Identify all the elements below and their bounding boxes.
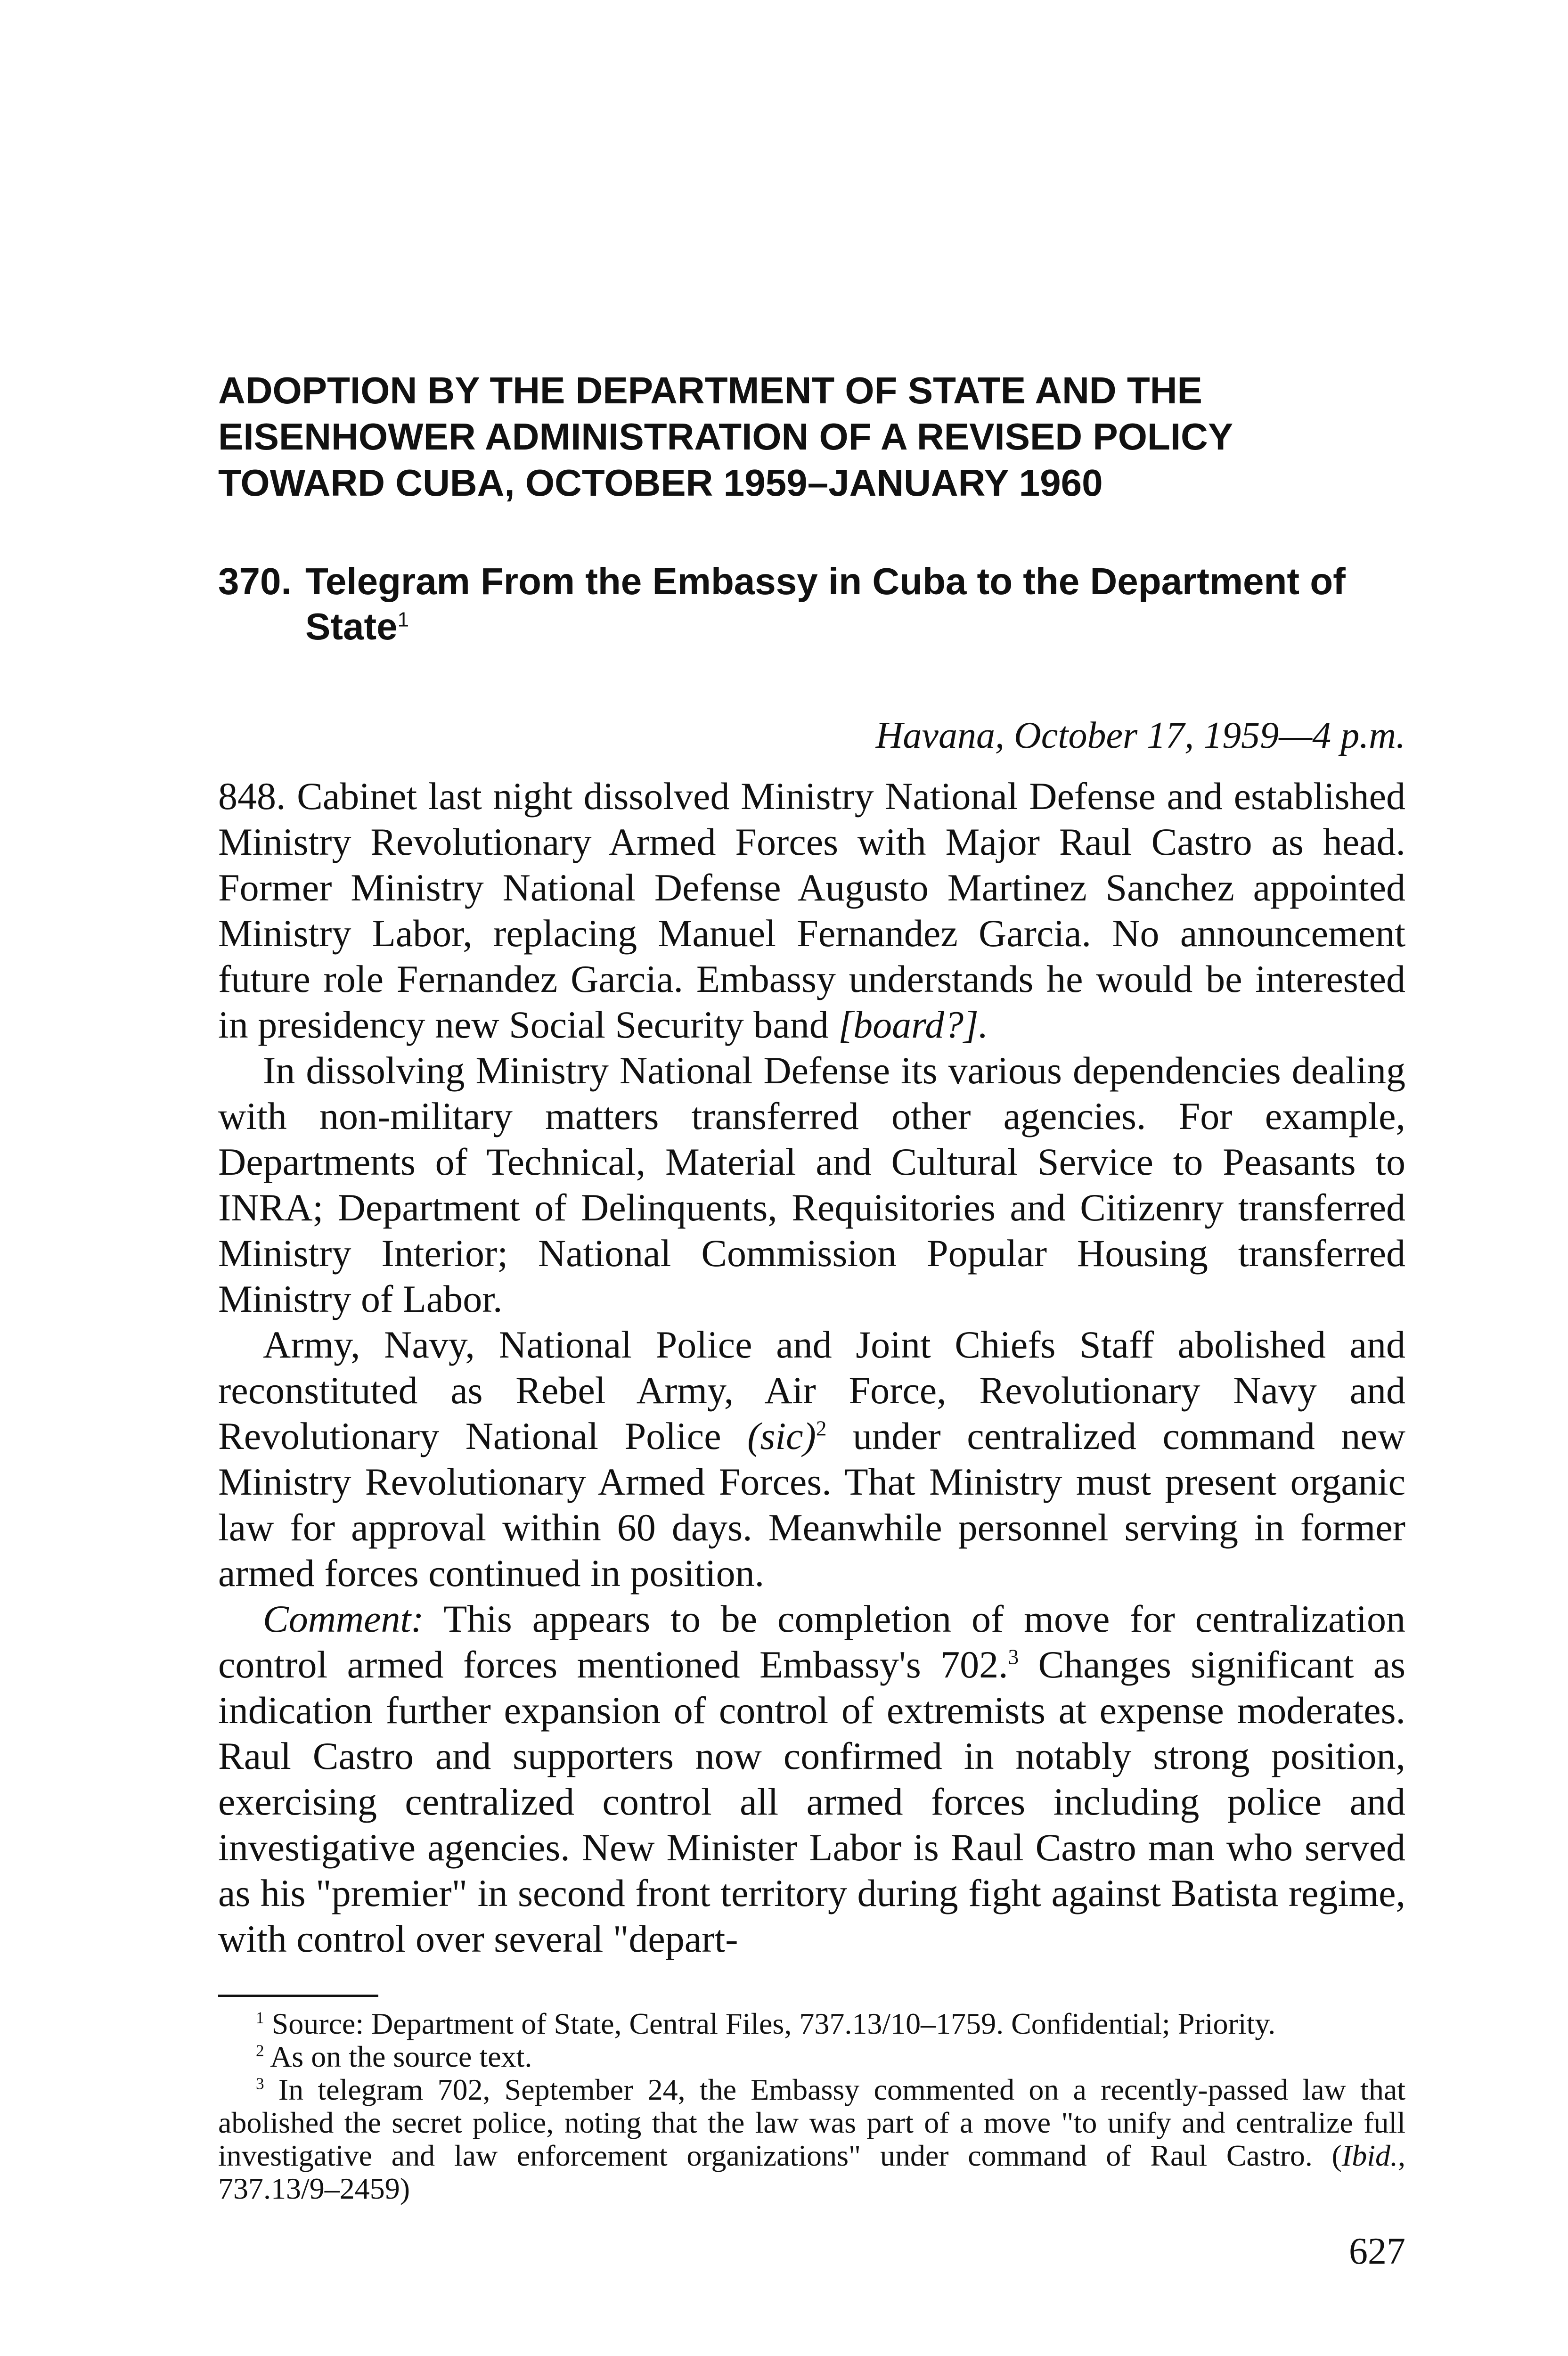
page-number: 627 <box>1349 2231 1405 2272</box>
paragraph-3-text-b: under centralized command new Ministry Revolutionary Armed Forces. That Ministry must present organic law for approval within 60 days. Meanwhile personnel serving in former armed forces continued in position. <box>218 1415 1406 1595</box>
section-heading-line-2: EISENHOWER ADMINISTRATION OF A REVISED POLICY <box>218 416 1233 458</box>
comment-label: Comment: <box>263 1597 424 1640</box>
footnote-3-mark: 3 <box>256 2074 264 2093</box>
paragraph-4 <box>218 1596 1405 1962</box>
sic-note: (sic) <box>747 1415 816 1457</box>
paragraph-4-text-b: Changes significant as indication further expansion of control of extremists at expense moderates. Raul Castro and supporters now confirmed in notably strong position, exercising centralized control all armed forces including police and investigative agencies. New Minister Labor is Raul Castro man who served as his "premier" in second front territory during fight against Batista regime, with control over several "depart- <box>218 1643 1406 1960</box>
editorial-bracket: [board?]. <box>838 1003 988 1046</box>
document-title-text: Telegram From the Embassy in Cuba to the Department of State <box>305 560 1346 647</box>
paragraph-3 <box>218 1322 1405 1596</box>
paragraph-1 <box>218 773 1405 1047</box>
footnote-1-text: Source: Department of State, Central Files, 737.13/10–1759. Confidential; Priority. <box>271 2007 1276 2040</box>
footnotes <box>218 2007 1405 2205</box>
section-heading-line-1: ADOPTION BY THE DEPARTMENT OF STATE AND THE <box>218 369 1202 411</box>
document-number: 370. <box>218 560 292 602</box>
document-heading <box>218 559 1405 649</box>
footnote-2-mark: 2 <box>256 2041 264 2060</box>
footnote-ref-2: 2 <box>816 1416 827 1440</box>
footnote-divider <box>218 1995 378 1997</box>
paragraph-4-text-a: This appears to be completion of move for centralization control armed forces mentioned Embassy's 702. <box>218 1597 1405 1686</box>
footnote-1-mark: 1 <box>256 2008 264 2027</box>
paragraph-1-text: 848. Cabinet last night dissolved Ministry National Defense and established Ministry Revolutionary Armed Forces with Major Raul Castro as head. Former Ministry National Defense Augusto Martinez Sanchez appointed Ministry Labor, replacing Manuel Fernandez Garcia. No announcement future role Fernandez Garcia. Embassy understands he would be interested in presidency new Social Security band <box>218 775 1405 1046</box>
footnote-3 <box>218 2073 1405 2205</box>
document-page <box>218 368 1406 2272</box>
footnote-3-text-a: In telegram 702, September 24, the Embassy commented on a recently-passed law that abolished the secret police, noting that the law was part of a move "to unify and centralize full investigative and law enforcement organizations" under command of Raul Castro. ( <box>218 2073 1406 2172</box>
page-footer <box>218 2205 1405 2272</box>
footnote-2-text: As on the source text. <box>270 2040 532 2073</box>
footnote-2 <box>218 2040 1405 2073</box>
section-heading-line-3: TOWARD CUBA, OCTOBER 1959–JANUARY 1960 <box>218 462 1103 504</box>
footnote-ref-1: 1 <box>397 608 409 631</box>
ibid-reference: Ibid. <box>1341 2139 1398 2172</box>
dateline: Havana, October 17, 1959—4 p.m. <box>875 715 1405 756</box>
footnote-ref-3: 3 <box>1008 1645 1019 1669</box>
document-title <box>305 559 1405 649</box>
footnote-3-text-b: , 737.13/9–2459) <box>218 2139 1405 2205</box>
footnote-1 <box>218 2007 1405 2040</box>
paragraph-2: In dissolving Ministry National Defense its various dependencies dealing with non-military matters transferred other agencies. For example, Departments of Technical, Material and Cultural Service to Peasants to INRA; Department of Delinquents, Requisitories and Citizenry transferred Ministry Interior; National Commission Popular Housing transferred Ministry of Labor. <box>218 1049 1405 1320</box>
paragraph-3-text-a: Army, Navy, National Police and Joint Chiefs Staff abolished and reconstituted as Rebel Army, Air Force, Revolutionary Navy and Revolutionary National Police <box>218 1323 1405 1457</box>
section-heading <box>218 368 1405 506</box>
telegram-body <box>218 773 1405 1962</box>
